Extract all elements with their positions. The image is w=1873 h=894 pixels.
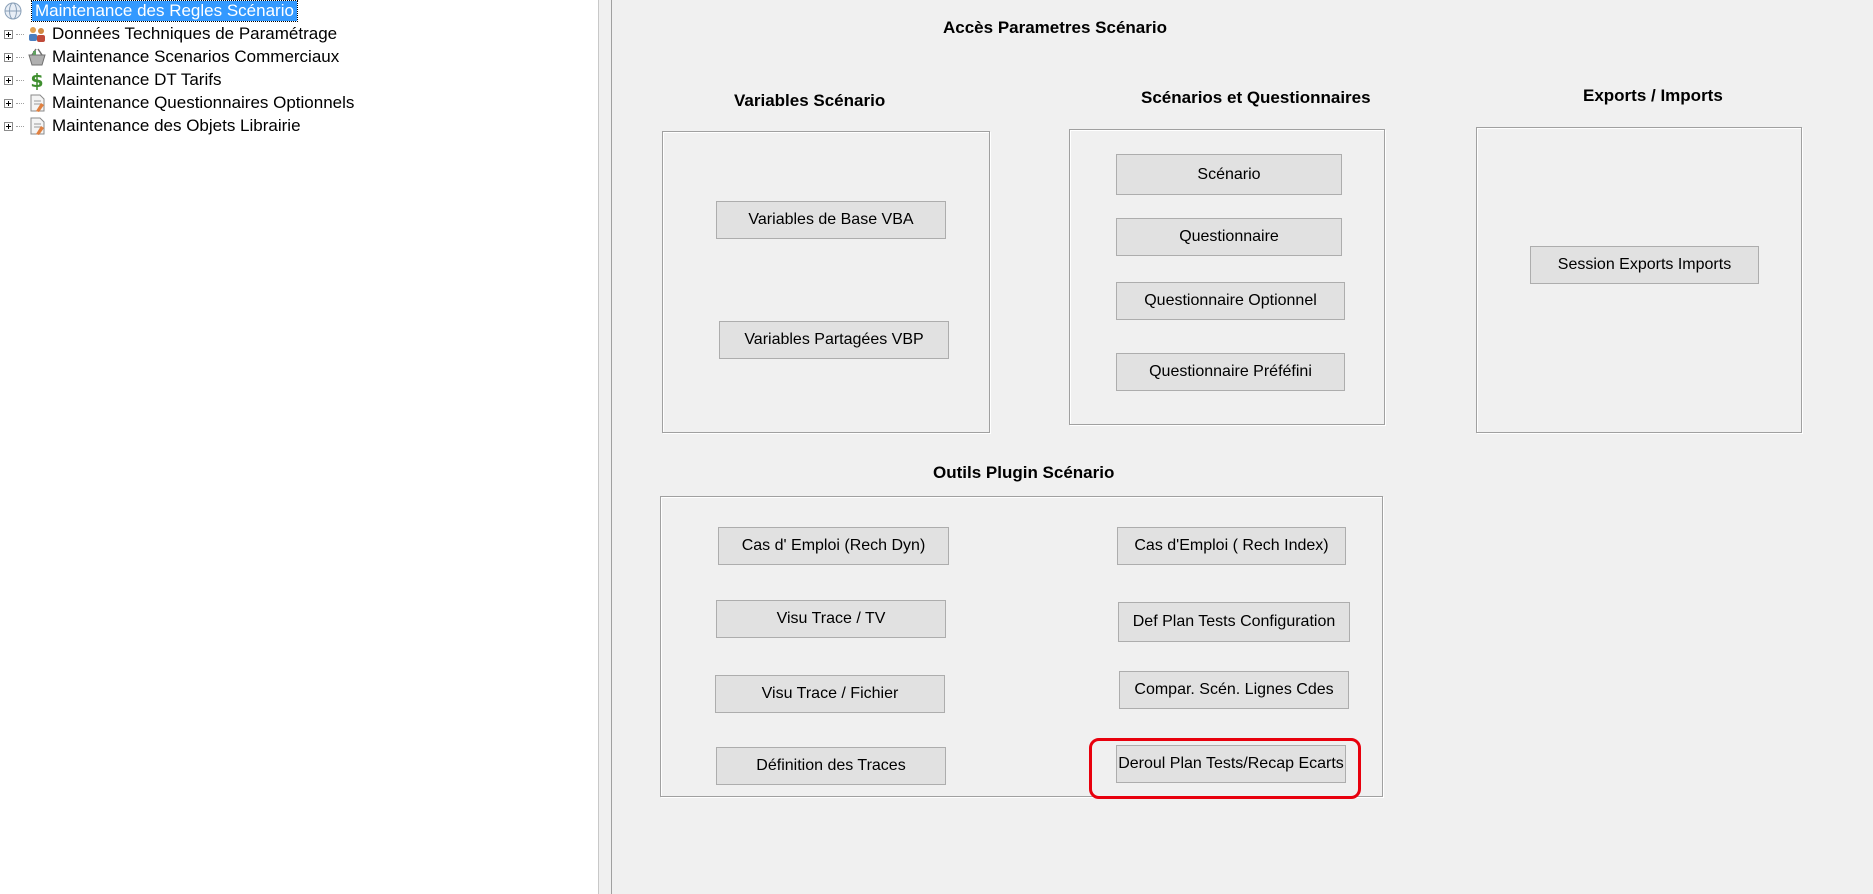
expand-icon[interactable] [4, 53, 13, 62]
tree-root-label[interactable]: Maintenance des Regles Scénario [32, 1, 297, 21]
session-exports-imports-button[interactable]: Session Exports Imports [1530, 246, 1759, 284]
variables-base-vba-button[interactable]: Variables de Base VBA [716, 201, 946, 239]
tree-item-donnees-techniques[interactable] [4, 23, 337, 45]
questionnaire-prefefini-button[interactable]: Questionnaire Préféfini [1116, 353, 1345, 391]
cas-emploi-rech-dyn-button[interactable]: Cas d' Emploi (Rech Dyn) [718, 527, 949, 565]
scenario-button[interactable]: Scénario [1116, 154, 1342, 195]
expand-icon[interactable] [4, 122, 13, 131]
tree-item-label[interactable]: Maintenance Questionnaires Optionnels [52, 93, 355, 112]
dollar-icon [26, 70, 48, 90]
outils-heading: Outils Plugin Scénario [933, 463, 1115, 482]
basket-icon [26, 47, 48, 67]
splitter[interactable] [599, 0, 612, 894]
document-icon [26, 93, 48, 113]
variables-heading: Variables Scénario [734, 91, 886, 110]
svg-text:$: $ [30, 70, 44, 90]
tree-item-label[interactable]: Maintenance Scenarios Commerciaux [52, 47, 340, 66]
expand-icon[interactable] [4, 99, 13, 108]
exports-heading: Exports / Imports [1583, 86, 1723, 105]
highlight-annotation [1089, 738, 1361, 799]
globe-icon [2, 1, 24, 21]
visu-trace-tv-button[interactable]: Visu Trace / TV [716, 600, 946, 638]
page-title: Accès Parametres Scénario [943, 18, 1167, 37]
expand-icon[interactable] [4, 30, 13, 39]
expand-icon[interactable] [4, 76, 13, 85]
tree-item-label[interactable]: Maintenance des Objets Librairie [52, 116, 301, 135]
tree-item-label[interactable]: Données Techniques de Paramétrage [52, 24, 338, 43]
variables-group [662, 131, 990, 433]
variables-partagees-vbp-button[interactable]: Variables Partagées VBP [719, 321, 949, 359]
tree-item-label[interactable]: Maintenance DT Tarifs [52, 70, 222, 89]
tree-item-questionnaires-optionnels[interactable] [4, 92, 354, 114]
questionnaire-optionnel-button[interactable]: Questionnaire Optionnel [1116, 282, 1345, 320]
tree-item-dt-tarifs[interactable] [4, 69, 221, 91]
scenarios-heading: Scénarios et Questionnaires [1141, 88, 1371, 107]
tree-item-scenarios-commerciaux[interactable] [4, 46, 339, 68]
visu-trace-fichier-button[interactable]: Visu Trace / Fichier [715, 675, 945, 713]
def-plan-tests-configuration-button[interactable]: Def Plan Tests Configuration [1118, 602, 1350, 642]
questionnaire-button[interactable]: Questionnaire [1116, 218, 1342, 256]
tree-root[interactable] [2, 1, 297, 21]
document-icon [26, 116, 48, 136]
compar-scen-lignes-cdes-button[interactable]: Compar. Scén. Lignes Cdes [1119, 671, 1349, 709]
tree-item-objets-librairie[interactable] [4, 115, 301, 137]
cas-emploi-rech-index-button[interactable]: Cas d'Emploi ( Rech Index) [1117, 527, 1346, 565]
tree-panel[interactable] [0, 0, 599, 894]
deroul-plan-tests-recap-ecarts-button[interactable]: Deroul Plan Tests/Recap Ecarts [1116, 745, 1346, 783]
definition-traces-button[interactable]: Définition des Traces [716, 747, 946, 785]
people-icon [26, 24, 48, 44]
